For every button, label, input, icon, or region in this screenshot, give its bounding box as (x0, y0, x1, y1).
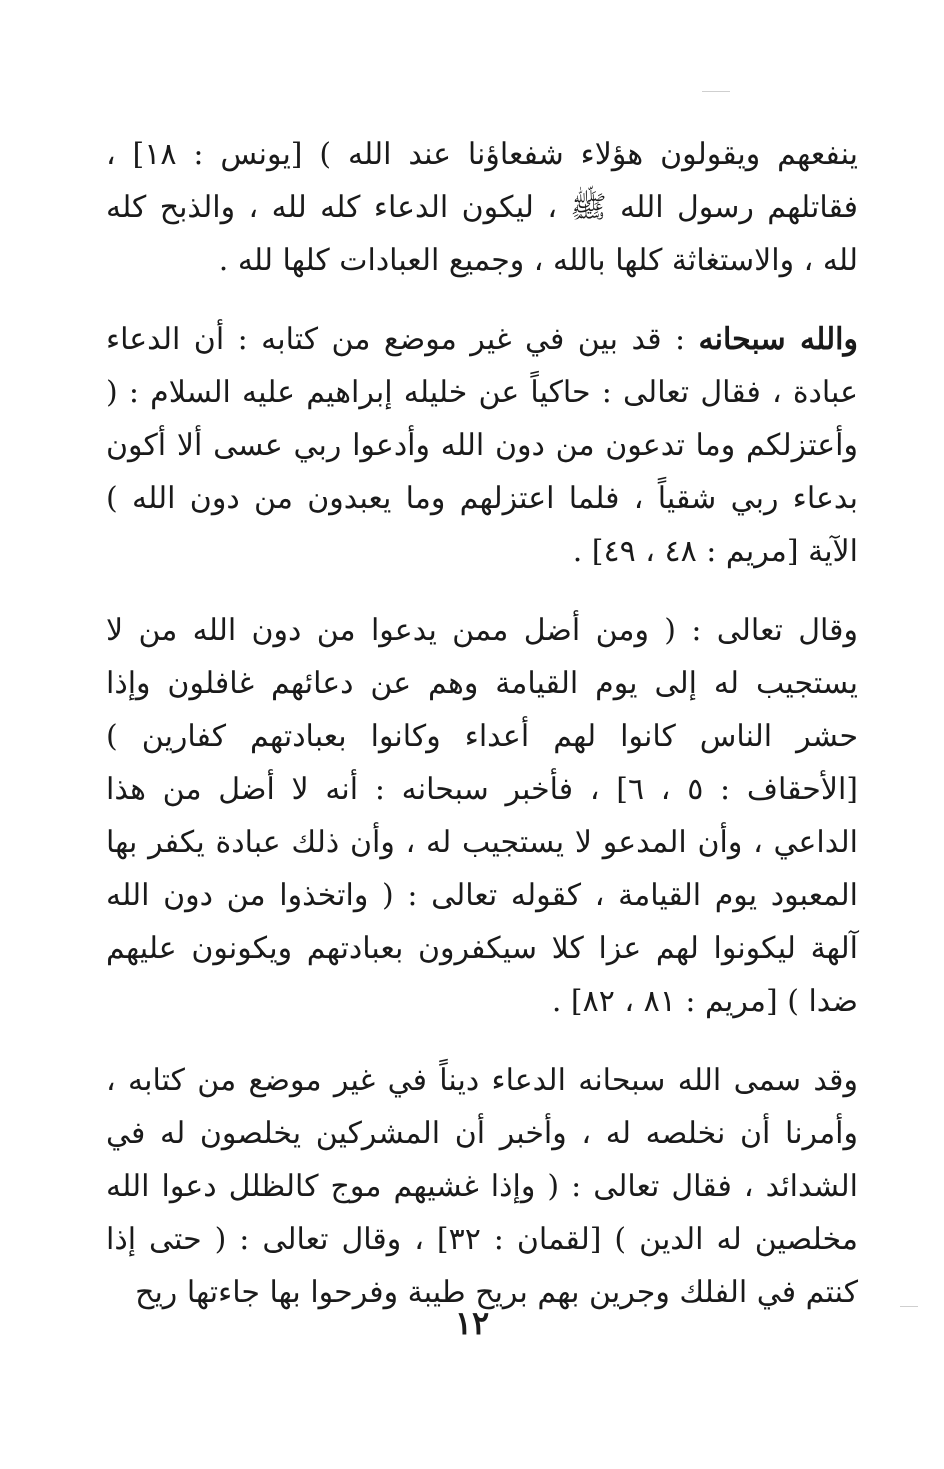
paragraph-2-lead: والله سبحانه (698, 322, 858, 357)
paragraph-4-text: وقد سمى الله سبحانه الدعاء ديناً في غير موضع من كتابه ، وأمرنا أن نخلصه له ، وأخبر أن المشركين يخلصون له في الشدائد ، فقال تعالى : ( وإذا غشيهم موج كالظلل دعوا الله مخلصين له الدين ) [لقمان : ٣٢] ، وقال تعالى : ( حتى إذا كنتم في الفلك وجرين بهم بريح طيبة وفرحوا بها جاءتها ريح (106, 1063, 858, 1310)
scan-speck-top (702, 91, 730, 92)
paragraph-2-text: : قد بين في غير موضع من كتابه : أن الدعاء عبادة ، فقال تعالى : حاكياً عن خليله إبراهيم عليه السلام : ( وأعتزلكم وما تدعون من دون الله وأدعوا ربي عسى ألا أكون بدعاء ربي شقياً ، فلما اعتزلهم وما يعبدون من دون الله ) الآية [مريم : ٤٨ ، ٤٩] . (106, 322, 858, 569)
paragraph-2 (106, 313, 858, 578)
paragraph-3 (106, 604, 858, 1028)
paragraph-3-text: وقال تعالى : ( ومن أضل ممن يدعوا من دون الله من لا يستجيب له إلى يوم القيامة وهم عن دعائهم غافلون وإذا حشر الناس كانوا لهم أعداء وكانوا بعبادتهم كفارين ) [الأحقاف : ٥ ، ٦] ، فأخبر سبحانه : أنه لا أضل من هذا الداعي ، وأن المدعو لا يستجيب له ، وأن ذلك عبادة يكفر بها المعبود يوم القيامة ، كقوله تعالى : ( واتخذوا من دون الله آلهة ليكونوا لهم عزا كلا سيكفرون بعبادتهم ويكونون عليهم ضدا ) [مريم : ٨١ ، ٨٢] . (106, 613, 858, 1019)
scan-speck-side (900, 1306, 918, 1307)
page-body (106, 128, 858, 1345)
paragraph-4 (106, 1054, 858, 1319)
paragraph-1 (106, 128, 858, 287)
page-number: ١٢ (454, 1304, 490, 1342)
paragraph-1-text: ينفعهم ويقولون هؤلاء شفعاؤنا عند الله ) [يونس : ١٨] ، فقاتلهم رسول الله ﷺ ، ليكون الدعاء كله لله ، والذبح كله لله ، والاستغاثة كلها بالله ، وجميع العبادات كلها لله . (106, 137, 858, 278)
